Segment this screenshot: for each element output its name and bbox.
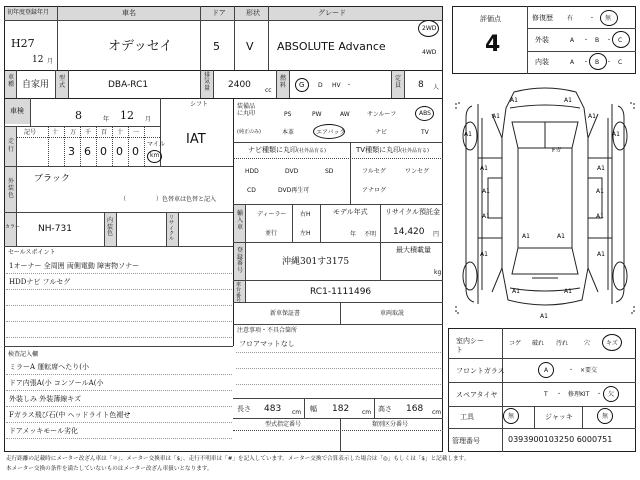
equip-tv: TV	[421, 129, 429, 136]
diag-a1-19: A1	[540, 313, 548, 320]
diag-a1-13: A1	[522, 233, 530, 240]
diag-a1-6: A1	[612, 131, 620, 138]
shape-value: V	[246, 40, 254, 53]
equip-navi: ナビ	[375, 129, 388, 136]
mileage-h4: 百	[101, 129, 108, 136]
equipment-sublabel: (純正のみ)	[237, 129, 261, 135]
nav-title-text: ナビ種類に丸印	[248, 146, 297, 154]
fuel-label: 燃料	[280, 75, 287, 89]
int-dot2: ・	[606, 59, 613, 66]
mileage-prefix: 記号	[24, 129, 37, 136]
inspector-line5: ドアメッキモール劣化	[9, 427, 78, 435]
notes-line1: フロアマットなし	[239, 340, 295, 348]
color-code-value: NH-731	[38, 224, 72, 234]
first-reg-month-unit: 月	[47, 58, 54, 65]
ext-dot1: ・	[583, 37, 590, 44]
diag-a1-10: A1	[596, 188, 604, 195]
import-dealer: ディーラー	[257, 211, 287, 218]
inspector-line3: 外装しみ 外装薄線キズ	[9, 395, 82, 403]
diag-a1-15: A1	[480, 251, 488, 258]
mileage-h3: 千	[85, 129, 92, 136]
diag-a1-18: A1	[564, 288, 572, 295]
int-a: A	[570, 59, 575, 66]
mileage-d5: 0	[132, 145, 139, 158]
inspector-line2: ドア内張A(小 コンソールA(小	[9, 379, 104, 387]
width-unit: cm	[362, 409, 372, 416]
displacement-label: 排気量	[204, 72, 211, 92]
nav-sub-text: (社外品有る)	[297, 148, 326, 154]
car-diagram	[452, 78, 638, 328]
first-reg-month: 12	[32, 55, 44, 65]
equipment-label: 装備品に丸印	[237, 103, 256, 117]
tv-sub-text: (社外品有る)	[400, 148, 429, 154]
diag-a1-3: A1	[492, 113, 500, 120]
tv-full: フルセグ	[362, 168, 386, 175]
vehicle-type-value: 自家用	[22, 80, 50, 90]
diag-a1-5: A1	[464, 131, 472, 138]
displacement-value: 2400	[228, 80, 251, 90]
shift-label: シフト	[190, 101, 209, 108]
tv-title-text: TV種類に丸印	[356, 146, 401, 154]
diag-a1-8: A1	[597, 165, 605, 172]
glass-replace: ×要交	[580, 367, 598, 374]
ext-dot2: ・	[606, 37, 613, 44]
color-code-label: カラー	[5, 224, 21, 230]
width-value: 182	[332, 404, 350, 414]
equip-aw: AW	[340, 111, 350, 118]
inspection-label: 車検	[10, 107, 24, 115]
ext-a: A	[570, 37, 575, 44]
import-right: 右H	[300, 211, 311, 218]
nav-sd: SD	[325, 168, 334, 175]
mileage-h6: 一	[133, 129, 140, 136]
equip-leather: 本革	[282, 129, 295, 136]
mileage-unit-km: km	[150, 152, 160, 159]
spare-label: スペアタイヤ	[456, 391, 498, 399]
int-c: C	[618, 59, 623, 66]
import-label: 輸入車	[237, 210, 244, 232]
seat-scratch: キズ	[606, 340, 618, 347]
footer-line1: 走行距離の記載時にメーター改ざん車は「＊」、メーター交換車は「$」、走行不明車は「#」を記入しています。メーター交換で合算表示した場合は「◎」もしくは「$」と記載します。	[6, 456, 470, 462]
diag-a1-2: A1	[564, 97, 572, 104]
spare-missing: 欠	[608, 391, 615, 398]
inspector-line4: Fガラス飛び石(中 ヘッドライト色褪せ	[9, 411, 131, 419]
equip-ps: PS	[284, 111, 292, 118]
diag-a1-4: A1	[588, 113, 596, 120]
inspector-label: 検査記入欄	[8, 351, 39, 358]
capacity-value: 8	[418, 80, 424, 90]
equip-sunroof: サンルーフ	[367, 111, 397, 118]
drive-4wd: 4WD	[422, 49, 437, 56]
mileage-d1: 3	[68, 145, 75, 158]
nav-hdd: HDD	[245, 168, 259, 175]
displacement-unit: cc	[265, 87, 272, 94]
nav-cd: CD	[247, 187, 256, 194]
diag-a1-12: A1	[596, 213, 604, 220]
equip-pw: PW	[312, 111, 322, 118]
length-unit: cm	[292, 409, 302, 416]
int-b: B	[595, 59, 600, 66]
max-load-unit: kg	[434, 269, 442, 276]
diag-a1-11: A1	[482, 213, 490, 220]
model-year-unit: 年	[350, 231, 357, 238]
score-label: 評価点	[480, 15, 501, 23]
ext-c: C	[618, 37, 623, 44]
mgmt-label: 管理番号	[452, 437, 480, 445]
chassis-value: RC1-1111496	[310, 287, 372, 297]
tools-value: 無	[508, 413, 515, 420]
diag-a1-14: A1	[557, 233, 565, 240]
doors-label: ドア	[212, 9, 226, 17]
sales-point-label: セールスポイント	[8, 249, 56, 256]
ext-color-label: 外装色	[8, 178, 15, 200]
recycle-value: 14,420	[393, 227, 425, 237]
diag-a1-9: A1	[482, 188, 490, 195]
fuel-dot: ・	[346, 82, 353, 89]
glass-a: A	[544, 367, 549, 374]
spare-dot1: ・	[556, 391, 563, 398]
inspection-month: 12	[120, 109, 134, 122]
seat-label: 室内シート	[456, 337, 484, 355]
interior-label: 内装	[535, 58, 549, 66]
capacity-unit: 人	[433, 84, 440, 91]
mileage-d4: 0	[116, 145, 123, 158]
shift-value: IAT	[186, 132, 206, 147]
length-label: 長さ	[237, 405, 251, 413]
ext-color-note: （ ）色替車は色替と記入	[120, 196, 217, 203]
glass-label: フロントガラス	[456, 367, 505, 375]
height-unit: cm	[432, 409, 442, 416]
repair-label: 修復歴	[532, 14, 553, 22]
fuel-g: G	[299, 81, 305, 89]
diag-a1-1: A1	[510, 97, 518, 104]
inspection-year-unit: 年	[103, 116, 110, 123]
score-value: 4	[485, 32, 501, 57]
grade-label: グレード	[318, 9, 346, 17]
inspection-month-unit: 月	[145, 116, 152, 123]
import-left: 左H	[300, 230, 311, 237]
fuel-hv: HV	[332, 82, 341, 89]
reg-label: 登録番号	[237, 247, 244, 274]
nav-title	[248, 147, 326, 154]
equip-airbag: エアバック	[316, 129, 346, 136]
ext-color-value: ブラック	[34, 174, 70, 184]
jack-value: 無	[602, 413, 609, 420]
mileage-h5: 十	[117, 129, 124, 136]
sales-point-line2: HDDナビ フルセグ	[9, 278, 71, 286]
vehicle-type-label: 車種	[8, 74, 15, 88]
repair-dot: ・	[589, 15, 596, 22]
notes-label: 注意事項・不具合箇所	[237, 327, 298, 334]
sales-point-line1: 1オーナー 全周囲 両側電動 障害物ソナー	[9, 262, 140, 270]
spare-kit: 修理KIT	[568, 391, 590, 398]
inspector-line1: ミラーA 運転席へたり(小	[9, 363, 90, 371]
spare-dot2: ・	[596, 391, 603, 398]
diag-a1-7: A1	[480, 165, 488, 172]
grade-value: ABSOLUTE Advance	[277, 40, 386, 53]
shape-label: 形状	[246, 9, 260, 17]
drive-2wd: 2WD	[422, 25, 437, 32]
tools-label: 工具	[460, 413, 474, 421]
reg-value: 沖縄301す3175	[282, 257, 350, 267]
recycle-unit: 円	[433, 231, 440, 238]
height-label: 高さ	[378, 405, 392, 413]
recycle-flag-label: リサイクル	[169, 215, 175, 242]
diag-fga: Fガ	[552, 147, 562, 154]
car-name-label: 車名	[122, 9, 136, 17]
diag-a1-16: A1	[597, 251, 605, 258]
equip-abs: ABS	[419, 110, 431, 117]
capacity-label: 定員	[395, 75, 402, 89]
inspection-year: 8	[75, 109, 82, 122]
int-dot1: ・	[583, 59, 590, 66]
first-reg-label: 初年度登録年月	[7, 9, 50, 16]
nav-dvdplay: DVD再生可	[278, 187, 310, 194]
fuel-d: D	[318, 82, 323, 89]
length-value: 483	[264, 404, 282, 414]
mileage-h2: 万	[70, 129, 77, 136]
tv-title	[356, 147, 429, 154]
mileage-unit-mile: マイル	[147, 141, 165, 148]
tv-analog: アナログ	[362, 187, 387, 194]
doors-value: 5	[213, 40, 220, 53]
type-label: 型式指定番号	[265, 421, 302, 428]
seat-hole: 穴	[584, 340, 591, 347]
recycle-label: リサイクル預託金	[385, 208, 441, 216]
chassis-label: 車台番号	[236, 282, 242, 304]
car-name-value: オデッセイ	[108, 39, 173, 54]
import-parallel: 並行	[265, 230, 278, 237]
ext-b: B	[595, 37, 600, 44]
interior-color-label: 内装色	[107, 217, 114, 238]
model-value: DBA-RC1	[108, 80, 149, 90]
seat-burn: コゲ	[509, 340, 522, 347]
seat-tear: 破れ	[532, 340, 545, 347]
manual: 車両取説	[380, 310, 405, 317]
tv-one: ワンセグ	[405, 168, 430, 175]
seat-dirt: 汚れ	[556, 340, 569, 347]
model-year-unknown: 不明	[364, 231, 377, 238]
mileage-d2: 6	[84, 145, 91, 158]
repair-yes: 有	[567, 15, 574, 22]
class-label: 類別区分番号	[372, 421, 409, 428]
spare-t: T	[544, 391, 548, 398]
height-value: 168	[406, 404, 424, 414]
mgmt-value: 0393900103250 6000751	[508, 435, 613, 444]
exterior-label: 外装	[535, 36, 549, 44]
new-warranty: 新車保証書	[270, 310, 301, 317]
model-label: 型式	[59, 75, 66, 89]
glass-dot: ・	[568, 367, 575, 374]
mileage-h1: 十	[52, 129, 59, 136]
mileage-label: 走行	[8, 138, 15, 153]
model-year-label: モデル年式	[333, 208, 368, 216]
footer-line2: 本メーター交換の条件を満たしていないものはメーター改ざん車扱いとなります。	[6, 466, 213, 472]
nav-dvd: DVD	[285, 168, 299, 175]
mileage-d3: 0	[100, 145, 107, 158]
max-load-label: 最大積載量	[396, 246, 431, 254]
diag-a1-17: A1	[512, 288, 520, 295]
repair-no: 無	[605, 15, 612, 22]
width-label: 幅	[310, 405, 317, 413]
first-reg-year: H27	[11, 37, 35, 50]
jack-label: ジャッキ	[545, 413, 573, 421]
